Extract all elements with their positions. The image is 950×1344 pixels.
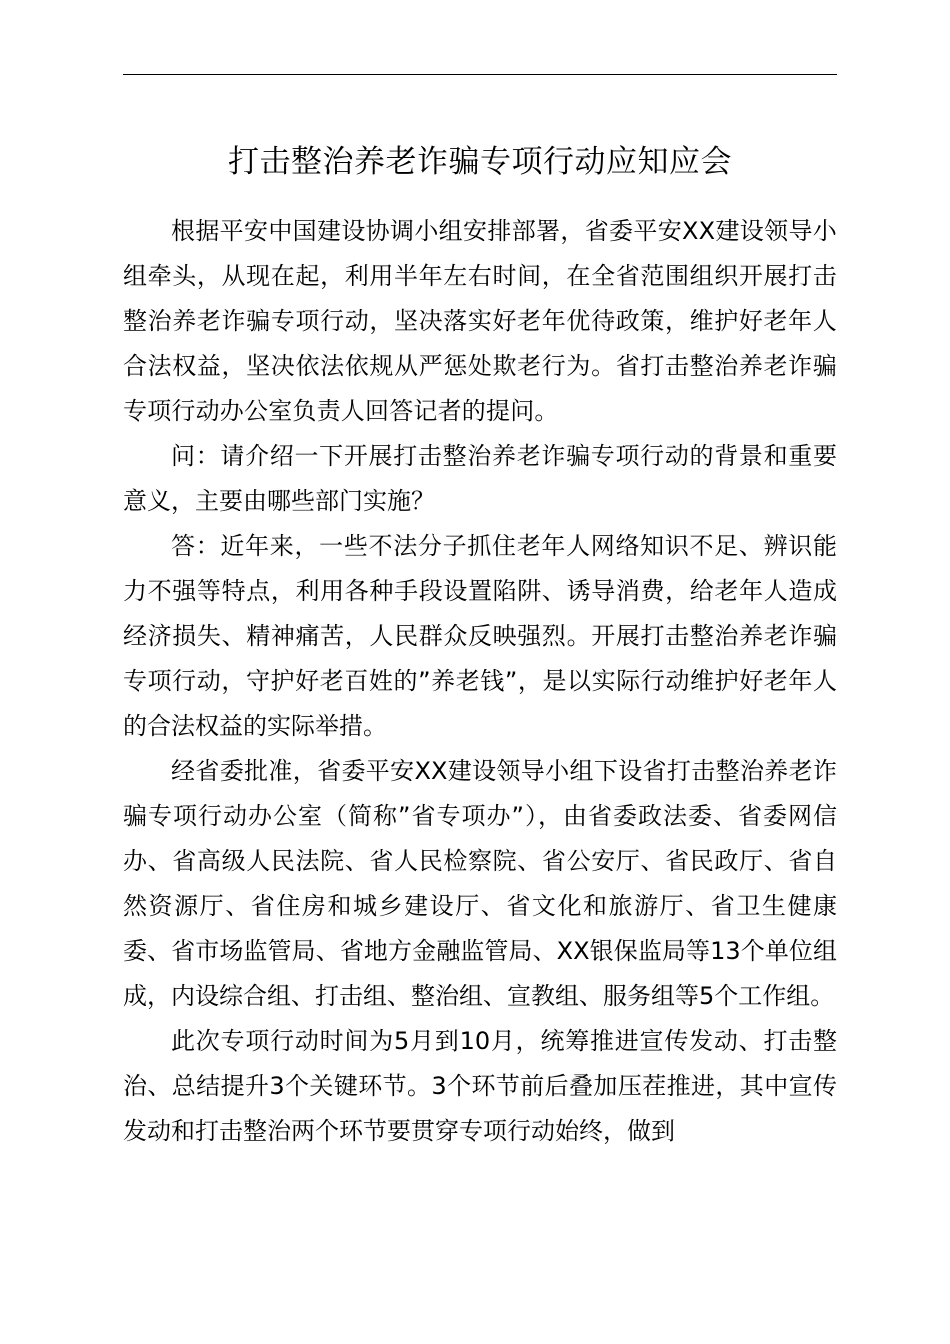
header-divider [123,74,837,75]
paragraph-intro: 根据平安中国建设协调小组安排部署，省委平安XX建设领导小组牵头，从现在起，利用半年左右时间，在全省范围组织开展打击整治养老诈骗专项行动，坚决落实好老年优待政策，维护好老年人合法权益，坚决依法依规从严惩处欺老行为。省打击整治养老诈骗专项行动办公室负责人回答记者的提问。 [123,217,837,425]
paragraph-answer: 答：近年来，一些不法分子抓住老年人网络知识不足、辨识能力不强等特点，利用各种手段设置陷阱、诱导消费，给老年人造成经济损失、精神痛苦，人民群众反映强烈。开展打击整治养老诈骗专项行动，守护好老百姓的”养老钱”，是以实际行动维护好老年人的合法权益的实际举措。 [123,532,837,740]
paragraph-organization: 经省委批准，省委平安XX建设领导小组下设省打击整治养老诈骗专项行动办公室（简称”省专项办”），由省委政法委、省委网信办、省高级人民法院、省人民检察院、省公安厅、省民政厅、省自然资源厅、省住房和城乡建设厅、省文化和旅游厅、省卫生健康委、省市场监管局、省地方金融监管局、XX银保监局等13个单位组成，内设综合组、打击组、整治组、宣教组、服务组等5个工作组。 [123,757,837,1010]
paragraph-question: 问：请介绍一下开展打击整治养老诈骗专项行动的背景和重要意义，主要由哪些部门实施？ [123,442,837,515]
document-body [123,209,837,1154]
document-title: 打击整治养老诈骗专项行动应知应会 [228,144,732,180]
paragraph-schedule: 此次专项行动时间为5月到10月，统筹推进宣传发动、打击整治、总结提升3个关键环节。3个环节前后叠加压茬推进，其中宣传发动和打击整治两个环节要贯穿专项行动始终，做到 [123,1027,837,1145]
